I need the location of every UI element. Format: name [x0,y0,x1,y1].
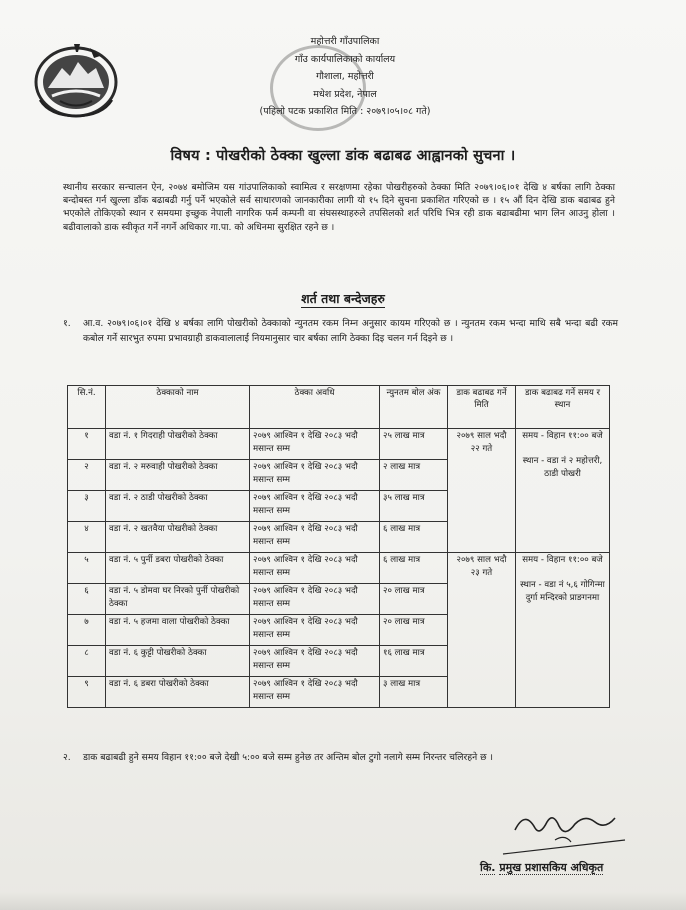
header-line: महोत्तरी गाँउपालिका [310,36,380,47]
header-line: मधेश प्रदेश, नेपाल [313,88,377,100]
page-edge-shadow [0,892,686,910]
serial-cell: ९ [68,677,106,708]
column-header: ठेक्का अवधि [250,386,380,429]
auction-time: समय - विहान ११:०० बजे [522,431,603,441]
auction-time-place-cell [516,553,610,708]
condition-2 [63,750,618,765]
period-cell: २०७९ आश्विन १ देखि २०८३ भदौ मसान्त सम्म [250,553,380,584]
period-cell: २०७९ आश्विन १ देखि २०८३ भदौ मसान्त सम्म [250,429,380,460]
notice-subject: विषय : पोखरीको ठेक्का खुल्ला डांक बढाबढ आह्वानको सुचना । [170,148,516,164]
column-header: न्युनतम बोल अंक [380,386,448,429]
publish-date: (पहिलो पटक प्रकाशित मिति : २०७९।०५।०८ गते) [259,106,431,117]
amount-cell: ३५ लाख मात्र [380,491,448,522]
amount-cell: २५ लाख मात्र [380,429,448,460]
condition-1 [63,317,618,346]
auction-place: स्थान - वडा नं २ महोत्तरी, ठाडी पोखरी [522,456,603,479]
auction-time-place-cell [516,429,610,553]
conditions-heading [0,290,686,307]
period-cell: २०७९ आश्विन १ देखि २०८३ भदौ मसान्त सम्म [250,460,380,491]
conditions-heading-text: शर्त तथा बन्देजहरु [301,291,385,306]
contract-name-cell: वडा नं. ५ डोमवा घर निरको पुर्नी पोखरीको ठेक्का [106,584,250,615]
header-line: गाँउ कार्यपालिकाको कार्यालय [294,53,396,65]
column-header: सि.नं. [68,386,106,429]
intro-paragraph: स्थानीय सरकार सन्चालन ऐन, २०७४ बमोजिम यस गांउपालिकाको स्वामित्व र सरक्षणमा रहेका पोखरीहरुको ठेक्का मिति २०७९।०६।०१ देखि ४ बर्षका लागि ठेक्का बन्दोबस्त गर्न खुल्ला डाँक बढाबढी गर्नु पर्ने भएकोले सर्व साधारणको जानकारीका लागी यो १५ दिने सुचना प्रकाशित गरिएको छ । १५ औं दिन देखि डाक बढाबढ हुने भएकोले तोकिएको स्थान र समयमा इच्छुक नेपाली नागरिक फर्म कम्पनी वा संघसस्थाहरुले तपसिलको शर्त परिधि भित्र रही डाक बढाबढीमा भाग लिन आउनु होला । बढीवालाको डाक स्वीकृत गर्ने नगर्ने अधिकार गा.पा. को अधिनमा सुरक्षित रहने छ । [63,182,615,233]
signature-initial: कि. [480,861,496,874]
office-header [180,33,510,121]
period-cell: २०७९ आश्विन १ देखि २०८३ भदौ मसान्त सम्म [250,584,380,615]
table-row [68,553,610,584]
amount-cell: ६ लाख मात्र [380,553,448,584]
auction-time: समय - विहान ११:०० बजे [522,555,603,565]
signature-block [480,860,603,875]
serial-cell: ४ [68,522,106,553]
amount-cell: २० लाख मात्र [380,615,448,646]
column-header: डाक बढाबढ गर्ने समय र स्थान [516,386,610,429]
contract-name-cell: वडा नं. १ गिदराही पोखरीको ठेक्का [106,429,250,460]
serial-cell: ५ [68,553,106,584]
serial-cell: १ [68,429,106,460]
contract-name-cell: वडा नं. ६ डबरा पोखरीको ठेक्का [106,677,250,708]
serial-cell: २ [68,460,106,491]
amount-cell: २ लाख मात्र [380,460,448,491]
amount-cell: २० लाख मात्र [380,584,448,615]
serial-cell: ३ [68,491,106,522]
contract-name-cell: वडा नं. ५ पुर्नी डबरा पोखरीको ठेक्का [106,553,250,584]
column-header: ठेक्काको नाम [106,386,250,429]
period-cell: २०७९ आश्विन १ देखि २०८३ भदौ मसान्त सम्म [250,677,380,708]
amount-cell: १६ लाख मात्र [380,646,448,677]
header-line: गौशाला, महोत्तरी [316,71,374,82]
column-header: डाक बढाबढ गर्ने मिति [448,386,516,429]
auction-place: स्थान - वडा नं ५,६ गोगिन्मा दुर्गा मन्दिरको प्राङगनमा [520,580,605,603]
period-cell: २०७९ आश्विन १ देखि २०८३ भदौ मसान्त सम्म [250,491,380,522]
table-row [68,429,610,460]
condition-text: आ.व. २०७९।०६।०१ देखि ४ बर्षका लागि पोखरीको ठेक्काको न्युनतम रकम निम्न अनुसार कायम गरिएको छ । न्युनतम रकम भन्दा माथि सबै भन्दा बढी रकम कबोल गर्ने सारभुत रुपमा प्रभावग्राही डाकवालालाई नियमानुसार चार बर्षका लागि ठेक्का दिइ चलन गर्न दिइने छ । [83,318,618,344]
pond-contract-table [67,385,610,708]
amount-cell: ३ लाख मात्र [380,677,448,708]
handwritten-signature [495,800,635,860]
contract-name-cell: वडा नं. २ ठाडी पोखरीको ठेक्का [106,491,250,522]
condition-number: १. [63,318,71,329]
auction-date-cell: २०७९ साल भदौ २२ गते [448,429,516,553]
signature-title: प्रमुख प्रशासकिय अधिकृत [499,861,604,874]
auction-date-cell: २०७९ साल भदौ २३ गते [448,553,516,708]
contract-name-cell: वडा नं. २ खतवैया पोखरीको ठेक्का [106,522,250,553]
serial-cell: ८ [68,646,106,677]
period-cell: २०७९ आश्विन १ देखि २०८३ भदौ मसान्त सम्म [250,522,380,553]
contract-name-cell: वडा नं. २ मरुवाही पोखरीको ठेक्का [106,460,250,491]
condition-text: डाक बढाबढी हुने समय विहान ११:०० बजे देखी ५:०० बजे सम्म हुनेछ तर अन्तिम बोल टुगो नलागे सम्म निरन्तर चलिरहने छ । [83,752,494,763]
nepal-emblem-icon [30,38,122,120]
period-cell: २०७९ आश्विन १ देखि २०८३ भदौ मसान्त सम्म [250,646,380,677]
serial-cell: ६ [68,584,106,615]
table-header-row [68,386,610,429]
contract-name-cell: वडा नं. ५ हजमा वाला पोखरीको ठेक्का [106,615,250,646]
period-cell: २०७९ आश्विन १ देखि २०८३ भदौ मसान्त सम्म [250,615,380,646]
condition-number: २. [63,752,71,763]
serial-cell: ७ [68,615,106,646]
contract-name-cell: वडा नं. ६ कुट्टी पोखरीको ठेक्का [106,646,250,677]
amount-cell: ६ लाख मात्र [380,522,448,553]
